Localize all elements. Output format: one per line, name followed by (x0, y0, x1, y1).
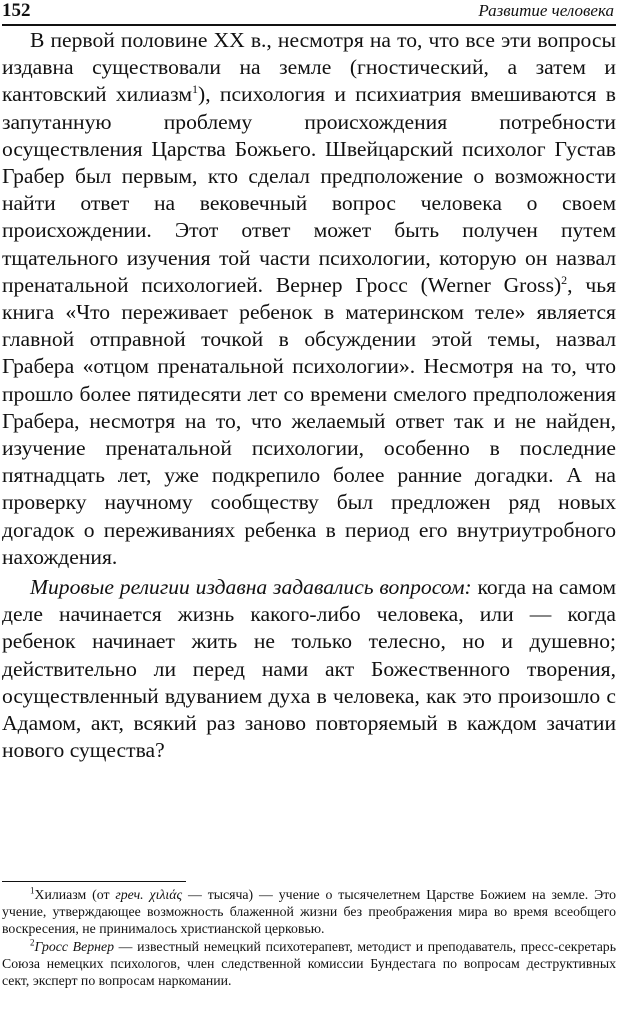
footnote-1-text: — тысяча) — учение о тысячелетнем Царстве Божием на земле. Это учение, утверждающее возможность блаженной жизни без преображения мира во время всеобщего воскресения, не принималось христианской церковью. (2, 887, 616, 937)
page-header (2, 0, 616, 26)
running-title: Развитие человека (478, 1, 614, 20)
footnote-1 (2, 886, 616, 938)
paragraph-2-rest: когда на самом деле начинается жизнь какого-либо человека, или — когда ребенок начинает жить не только телесно, но и душевно; действительно ли перед нами акт Божественного творения, осуществленный вдуванием духа в человека, как это произошло с Адамом, акт, всякий раз заново повторяемый в каждом зачатии нового существа? (2, 575, 617, 763)
footnotes (2, 886, 616, 989)
paragraph-1-part-1: В первой половине XX в., несмотря на то, что все эти вопросы издавна существовали на земле (гностический, а затем и кантовский хилиазм (2, 28, 616, 107)
footnote-ref-1: 1 (192, 82, 198, 97)
footnote-2 (2, 938, 616, 990)
paragraph-2-italic-lead: Мировые религии издавна задавались вопросом: (30, 575, 472, 600)
paragraph-2 (2, 574, 616, 764)
paragraph-1-part-3: , чья книга «Что переживает ребенок в материнском теле» является главной отправной точкой в обсуждении этой темы, назвал Грабера «отцом пренатальной психологии». Несмотря на то, что прошло более пятидесяти лет со времени смелого предположения Грабера, несмотря на то, что желаемый ответ так и не найден, изучение пренатальной психологии, особенно в последние пятнадцать лет, уже подкрепило более ранние догадки. А на проверку научному сообществу был предложен ряд новых догадок о переживаниях ребенка в период его внутриутробного нахождения. (2, 272, 617, 569)
footnote-ref-2: 2 (561, 272, 568, 287)
footnote-divider (2, 881, 186, 882)
main-text (2, 27, 616, 764)
footnote-1-lang-note: греч. (115, 887, 144, 902)
footnote-1-marker: 1 (30, 885, 35, 896)
footnote-2-marker: 2 (30, 937, 35, 948)
page-number: 152 (2, 0, 31, 21)
footnote-1-greek: χιλιάς (143, 887, 183, 902)
footnote-2-text: — известный немецкий психотерапевт, методист и преподаватель, пресс-секретарь Союза немецких психологов, член следственной комиссии Бундестага по вопросам деструктивных сект, эксперт по вопросам наркомании. (2, 938, 617, 989)
footnote-2-name: Гросс Вернер (34, 938, 114, 954)
paragraph-1 (2, 27, 616, 571)
paragraph-1-part-2: ), психология и психиатрия вмешиваются в запутанную проблему происхождения потребности осуществления Царства Божьего. Швейцарский психолог Густав Грабер был первым, кто сделал предположение о возможности найти ответ на вековечный вопрос человека о своем происхождении. Этот ответ может быть получен путем тщательного изучения той части психологии, которую он назвал пренатальной психологией. Вернер Гросс (Werner Gross) (2, 82, 616, 297)
footnote-1-term: Хилиазм (от (34, 887, 116, 902)
